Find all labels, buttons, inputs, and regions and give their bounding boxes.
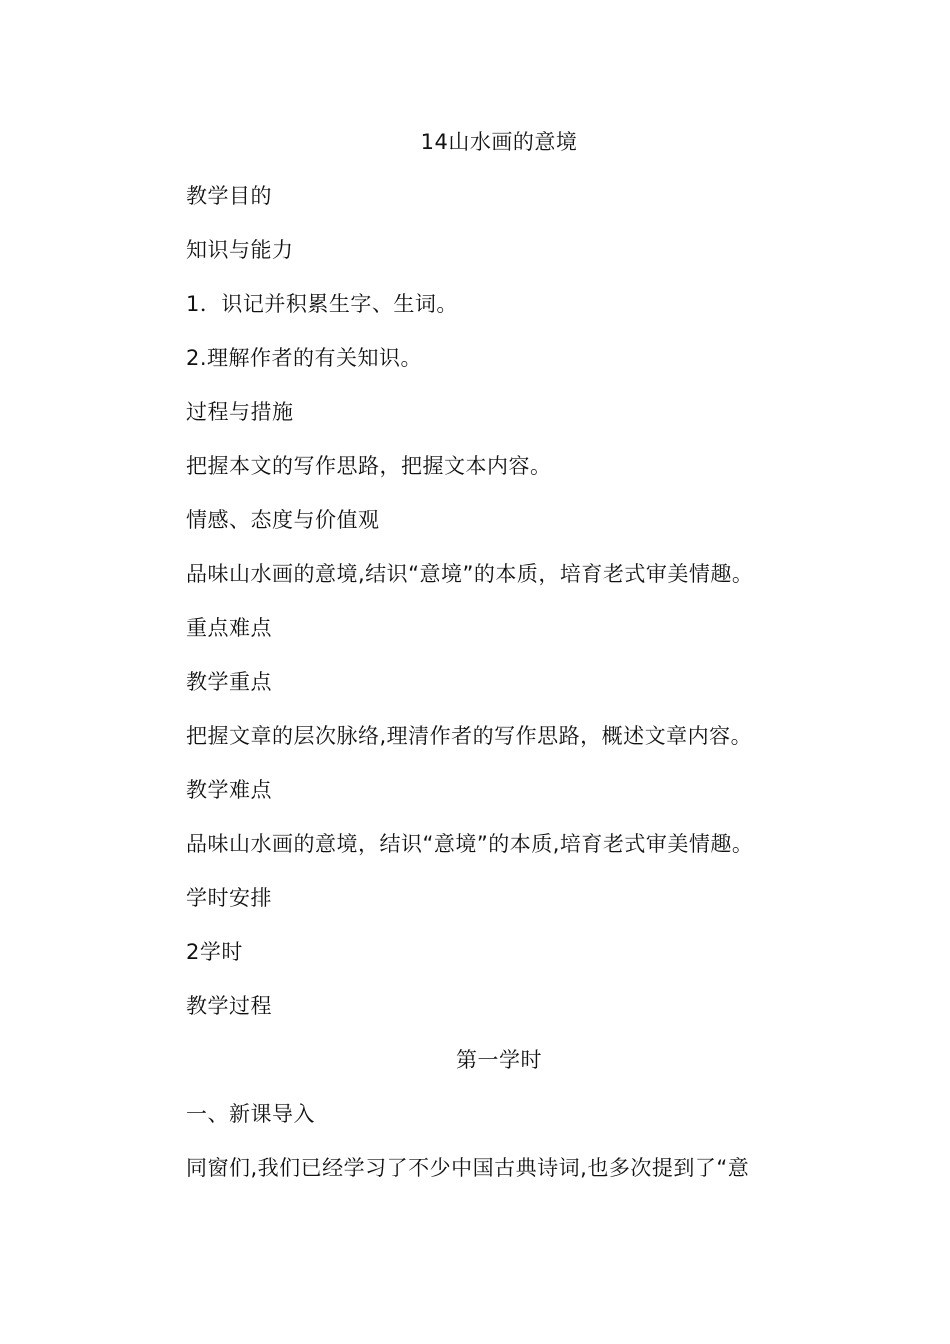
section-heading-intro: 一、新课导入 xyxy=(186,1102,315,1126)
paragraph-process: 把握本文的写作思路，把握文本内容。 xyxy=(186,454,552,478)
paragraph-emotion: 品味山水画的意境,结识“意境”的本质，培育老式审美情趣。 xyxy=(186,562,754,586)
subheading-teaching-key: 教学重点 xyxy=(186,670,272,694)
list-item-2: 2.理解作者的有关知识。 xyxy=(186,346,423,370)
subheading-knowledge-ability: 知识与能力 xyxy=(186,238,294,262)
paragraph-teaching-difficulty: 品味山水画的意境，结识“意境”的本质,培育老式审美情趣。 xyxy=(186,832,754,856)
heading-teaching-process: 教学过程 xyxy=(186,994,272,1018)
page-title: 14山水画的意境 xyxy=(420,130,578,154)
subheading-process-methods: 过程与措施 xyxy=(186,400,294,424)
paragraph-class-hours: 2学时 xyxy=(186,940,243,964)
list-item-1: 1．识记并积累生字、生词。 xyxy=(186,292,458,316)
section-paragraph-intro: 同窗们,我们已经学习了不少中国古典诗词,也多次提到了“意 xyxy=(186,1156,750,1180)
subheading-teaching-difficulty: 教学难点 xyxy=(186,778,272,802)
paragraph-teaching-key: 把握文章的层次脉络,理清作者的写作思路，概述文章内容。 xyxy=(186,724,753,748)
heading-class-hours: 学时安排 xyxy=(186,886,272,910)
section-title: 第一学时 xyxy=(456,1048,542,1072)
heading-teaching-goals: 教学目的 xyxy=(186,184,272,208)
heading-key-difficult: 重点难点 xyxy=(186,616,272,640)
subheading-emotion-values: 情感、态度与价值观 xyxy=(186,508,380,532)
